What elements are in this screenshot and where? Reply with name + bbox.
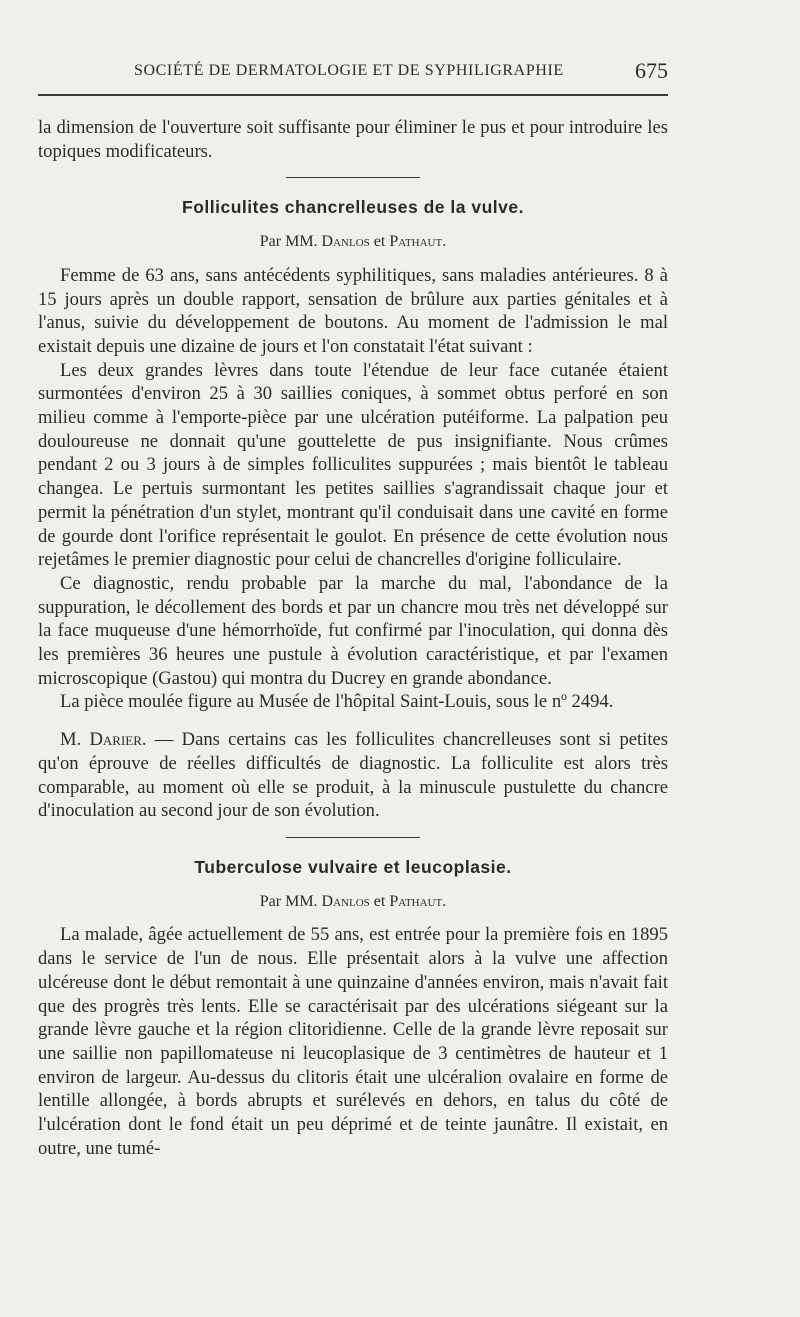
intro-paragraph: la dimension de l'ouverture soit suffisante pour éliminer le pus et pour introduire les topiques modificateurs. — [38, 117, 668, 162]
authors-prefix: Par MM. — [259, 233, 318, 251]
discussion-text: — Dans certains cas les folliculites chancrelleuses sont si petites qu'on éprouve de réelles difficultés de diagnostic. La folliculite est alors très comparable, au moment où elle se produit, à la minuscule pustulette du chancre d'inoculation au second jour de son évolution. — [38, 729, 668, 822]
section-title-tuberculose: Tuberculose vulvaire et leucoplasie. — [194, 856, 512, 877]
body-paragraph: La pièce moulée figure au Musée de l'hôpital Saint-Louis, sous le nº 2494. — [60, 691, 614, 713]
section-separator — [286, 177, 420, 178]
author-name: Pathaut. — [389, 892, 447, 910]
speaker-name: Darier. — [89, 729, 147, 751]
running-head — [38, 58, 668, 84]
body-paragraph: Les deux grandes lèvres dans toute l'étendue de leur face cutanée étaient surmontées d'environ 25 à 30 saillies coniques, à sommet obtus perforé en son milieu comme à l'emporte-pièce par une ulcération putéiforme. La palpation peu douloureuse ne donnait qu'une gouttelette de pus insignifiante. Nous crûmes pendant 2 ou 3 jours à de simples folliculites suppurées ; mais bientôt le tableau changea. Le pertuis surmontant les petites saillies s'agrandissait chaque jour et permit la pénétration d'un stylet, montrant qu'il conduisait dans une cavité en forme de gourde dont l'orifice représentait le goulot. En présence de cette évolution nous rejetâmes le premier diagnostic pour celui de chancrelles d'origine folliculaire. — [38, 359, 668, 571]
spacer — [38, 714, 668, 728]
author-name: Danlos — [321, 233, 370, 251]
section-title-folliculites: Folliculites chancrelleuses de la vulve. — [182, 197, 524, 218]
authors-joiner: et — [373, 892, 386, 910]
speaker-prefix: M. — [60, 729, 82, 751]
body-paragraph: Femme de 63 ans, sans antécédents syphilitiques, sans maladies antérieures. 8 à 15 jours après un double rapport, sensation de brûlure aux parties génitales et à l'anus, suivie du développement de boutons. Au moment de l'admission le mal existait depuis une dizaine de jours et l'on constatait l'état suivant : — [38, 264, 668, 357]
author-name: Pathaut. — [389, 233, 447, 251]
discussion-paragraph — [38, 728, 668, 823]
section-authors — [38, 890, 668, 914]
running-title: SOCIÉTÉ DE DERMATOLOGIE ET DE SYPHILIGRAPHIE — [134, 62, 564, 79]
body-paragraph: La malade, âgée actuellement de 55 ans, est entrée pour la première fois en 1895 dans le service de l'un de nous. Elle présentait alors à la vulve une affection ulcéreuse dont le début remontait à une quinzaine d'années environ, mais n'avait fait que des progrès très lents. Elle se caractérisait par des ulcérations siégeant sur la grande lèvre gauche et la région clitoridienne. Celle de la grande lèvre reposait sur une saillie non papillomateuse ni leucoplasique de 3 centimètres de hauteur et 1 environ de largeur. Au-dessus du clitoris était une ulcéralion ovalaire en forme de lentille allongée, à bords abrupts et surélevés en dehors, en talus du côté de l'ulcération dont le fond était un peu déprimé et de teinte jaunâtre. Il existait, en outre, une tumé- — [38, 924, 668, 1159]
body-paragraph: Ce diagnostic, rendu probable par la marche du mal, l'abondance de la suppuration, le décollement des bords et par un chancre mou très net développé sur la face muqueuse d'une hémorrhoïde, fut confirmé par l'inoculation, qui donna dès les premières 36 heures une pustule à évolution caractéristique, et par l'examen microscopique (Gastou) qui montra du Ducrey en grande abondance. — [38, 572, 668, 689]
header-rule — [38, 94, 668, 96]
page-number: 675 — [635, 58, 668, 83]
section-separator — [286, 837, 420, 838]
authors-prefix: Par MM. — [259, 892, 318, 910]
author-name: Danlos — [321, 892, 370, 910]
page-body — [38, 116, 668, 1160]
section-authors — [38, 230, 668, 254]
authors-joiner: et — [373, 233, 386, 251]
